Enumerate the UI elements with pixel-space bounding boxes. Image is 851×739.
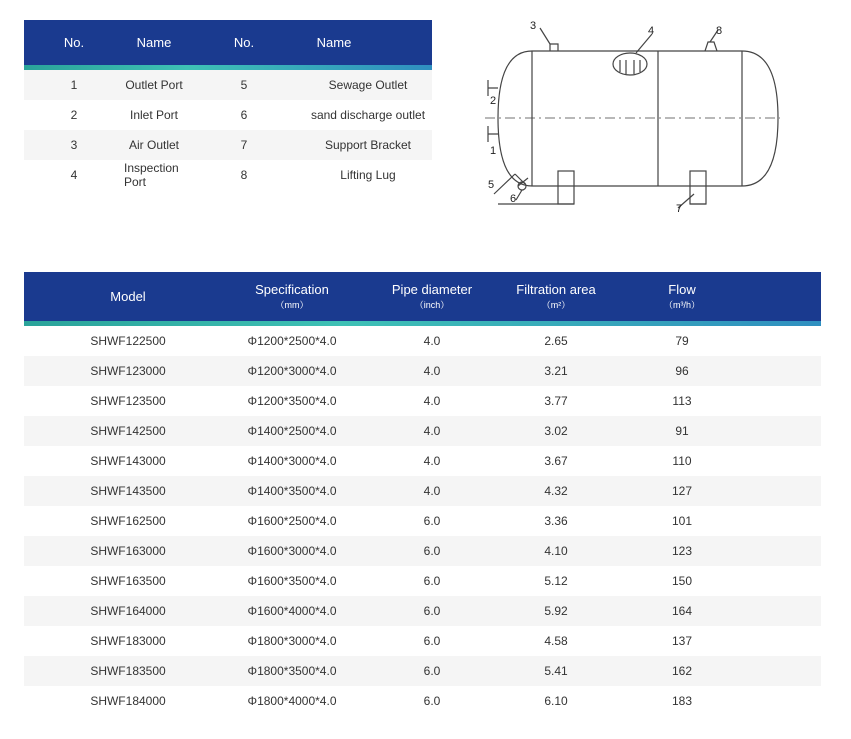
model-cell: SHWF184000 <box>90 694 166 708</box>
air-outlet <box>550 44 558 51</box>
table-row <box>24 326 821 356</box>
flow-cell: 150 <box>671 574 693 588</box>
model-cell: SHWF163500 <box>90 574 166 588</box>
filtration-area-cell: 3.36 <box>544 514 568 528</box>
specification-cell: Φ1800*3000*4.0 <box>247 634 337 648</box>
pipe-diameter-cell: 6.0 <box>423 574 441 588</box>
model-cell: SHWF143000 <box>90 454 166 468</box>
specification-cell: Φ1200*3000*4.0 <box>247 364 337 378</box>
part-name: Outlet Port <box>125 78 183 92</box>
header-unit: （inch） <box>414 299 450 310</box>
flow-cell: 123 <box>671 544 693 558</box>
specification-cell: Φ1400*2500*4.0 <box>247 424 337 438</box>
model-cell: SHWF122500 <box>90 334 166 348</box>
model-cell: SHWF183500 <box>90 664 166 678</box>
table-row <box>24 566 821 596</box>
callout-1: 1 <box>490 145 497 157</box>
table-row <box>24 686 821 716</box>
pipe-diameter-cell: 4.0 <box>423 334 441 348</box>
table-row <box>24 656 821 686</box>
part-name: Sewage Outlet <box>328 78 408 92</box>
filtration-area-cell: 4.58 <box>544 634 568 648</box>
header-unit: （m³/h） <box>663 299 700 310</box>
pipe-diameter-cell: 4.0 <box>423 454 441 468</box>
specs-table <box>24 272 821 716</box>
header-title: Filtration area <box>516 281 596 297</box>
pipe-diameter-cell: 6.0 <box>423 514 441 528</box>
header-pipe-diameter <box>352 272 512 326</box>
specification-cell: Φ1600*2500*4.0 <box>247 514 337 528</box>
model-cell: SHWF123500 <box>90 394 166 408</box>
model-cell: SHWF142500 <box>90 424 166 438</box>
header-name: Name <box>136 34 172 50</box>
model-cell: SHWF143500 <box>90 484 166 498</box>
lifting-lug <box>705 42 717 51</box>
part-number: 3 <box>70 138 78 152</box>
specification-cell: Φ1400*3500*4.0 <box>247 484 337 498</box>
filtration-area-cell: 5.92 <box>544 604 568 618</box>
tank-diagram <box>480 16 790 216</box>
specification-cell: Φ1400*3000*4.0 <box>247 454 337 468</box>
flow-cell: 110 <box>672 454 692 468</box>
header-no: No. <box>233 34 255 50</box>
callout-5: 5 <box>488 179 495 191</box>
pipe-diameter-cell: 6.0 <box>423 664 441 678</box>
flow-cell: 113 <box>672 394 692 408</box>
pipe-diameter-cell: 4.0 <box>423 484 441 498</box>
part-number: 7 <box>240 138 248 152</box>
table-row <box>24 416 821 446</box>
flow-cell: 183 <box>671 694 693 708</box>
flow-cell: 164 <box>671 604 693 618</box>
callout-4: 4 <box>648 25 655 37</box>
table-row <box>24 130 432 160</box>
header-name: Name <box>316 34 352 50</box>
callout-8: 8 <box>716 25 723 37</box>
header-filtration-area <box>512 272 600 326</box>
header-title: Flow <box>668 281 696 297</box>
flow-cell: 91 <box>675 424 689 438</box>
table-row <box>24 446 821 476</box>
specification-cell: Φ1200*3500*4.0 <box>247 394 337 408</box>
filtration-area-cell: 4.32 <box>544 484 568 498</box>
callout-3: 3 <box>530 20 537 32</box>
flow-cell: 137 <box>671 634 693 648</box>
part-number: 5 <box>240 78 248 92</box>
header-unit: （mm） <box>275 299 309 310</box>
table-row <box>24 356 821 386</box>
outlet-port <box>488 126 498 142</box>
part-number: 4 <box>70 168 78 182</box>
part-number: 1 <box>70 78 78 92</box>
table-row <box>24 506 821 536</box>
part-number: 8 <box>240 168 248 182</box>
specification-cell: Φ1800*4000*4.0 <box>247 694 337 708</box>
header-title: Specification <box>255 281 329 297</box>
filtration-area-cell: 5.41 <box>544 664 568 678</box>
table-row <box>24 386 821 416</box>
part-name: Support Bracket <box>324 138 412 152</box>
header-specification <box>232 272 352 326</box>
specification-cell: Φ1800*3500*4.0 <box>247 664 337 678</box>
filtration-area-cell: 6.10 <box>544 694 568 708</box>
part-name: Inspection Port <box>124 161 179 189</box>
header-flow <box>600 272 764 326</box>
pipe-diameter-cell: 4.0 <box>423 394 441 408</box>
specification-cell: Φ1200*2500*4.0 <box>247 334 337 348</box>
table-row <box>24 626 821 656</box>
model-cell: SHWF164000 <box>90 604 166 618</box>
support-bracket-left <box>558 171 574 204</box>
pipe-diameter-cell: 6.0 <box>423 544 441 558</box>
callout-7: 7 <box>676 203 683 215</box>
filtration-area-cell: 4.10 <box>544 544 568 558</box>
pipe-diameter-cell: 4.0 <box>423 424 441 438</box>
flow-cell: 127 <box>671 484 693 498</box>
pipe-diameter-cell: 4.0 <box>423 364 441 378</box>
pipe-diameter-cell: 6.0 <box>423 694 441 708</box>
inspection-port <box>613 53 647 75</box>
filtration-area-cell: 2.65 <box>544 334 568 348</box>
part-name: Lifting Lug <box>340 168 396 182</box>
parts-table-header <box>24 20 432 70</box>
header-no: No. <box>63 34 85 50</box>
part-name: Air Outlet <box>128 138 179 152</box>
part-number: 2 <box>70 108 78 122</box>
part-name: sand discharge outlet <box>310 108 426 122</box>
parts-table <box>24 20 432 190</box>
flow-cell: 162 <box>671 664 693 678</box>
header-model <box>24 272 232 326</box>
filtration-area-cell: 3.02 <box>544 424 568 438</box>
table-row <box>24 100 432 130</box>
table-row <box>24 70 432 100</box>
support-bracket-right <box>690 171 706 204</box>
table-row <box>24 160 432 190</box>
header-title: Model <box>110 288 146 304</box>
filtration-area-cell: 3.21 <box>544 364 568 378</box>
filtration-area-cell: 3.67 <box>544 454 568 468</box>
specification-cell: Φ1600*4000*4.0 <box>247 604 337 618</box>
specs-table-header <box>24 272 821 326</box>
pipe-diameter-cell: 6.0 <box>423 634 441 648</box>
part-name: Inlet Port <box>129 108 179 122</box>
header-unit: （m²） <box>541 299 571 310</box>
filtration-area-cell: 5.12 <box>544 574 568 588</box>
specification-cell: Φ1600*3500*4.0 <box>247 574 337 588</box>
callout-2: 2 <box>490 95 497 107</box>
flow-cell: 79 <box>675 334 689 348</box>
specification-cell: Φ1600*3000*4.0 <box>247 544 337 558</box>
tank-outline <box>498 51 778 186</box>
flow-cell: 101 <box>671 514 693 528</box>
header-title: Pipe diameter <box>391 281 473 297</box>
model-cell: SHWF163000 <box>90 544 166 558</box>
model-cell: SHWF162500 <box>90 514 166 528</box>
model-cell: SHWF123000 <box>90 364 166 378</box>
model-cell: SHWF183000 <box>90 634 166 648</box>
inlet-port <box>488 80 498 96</box>
table-row <box>24 536 821 566</box>
part-number: 6 <box>240 108 248 122</box>
pipe-diameter-cell: 6.0 <box>423 604 441 618</box>
filtration-area-cell: 3.77 <box>544 394 568 408</box>
table-row <box>24 476 821 506</box>
table-row <box>24 596 821 626</box>
callout-6: 6 <box>510 193 517 205</box>
flow-cell: 96 <box>675 364 689 378</box>
